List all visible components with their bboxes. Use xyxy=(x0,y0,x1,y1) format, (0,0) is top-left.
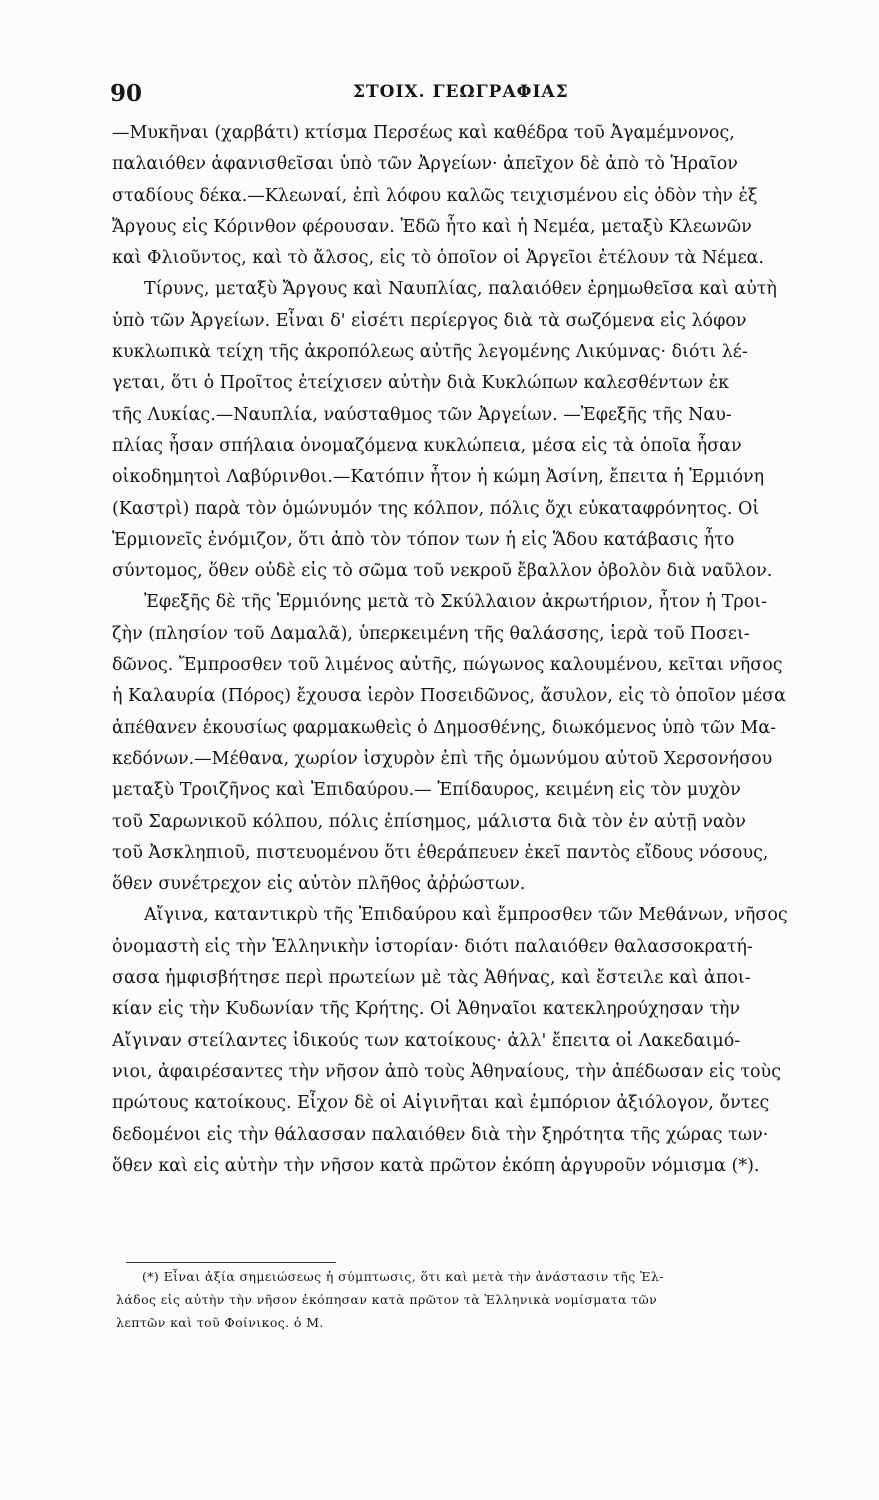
text-line: κυκλωπικὰ τείχη τῆς ἀκροπόλεως αὐτῆς λεγομένης Λικύμνας· διότι λέ- xyxy=(112,342,748,363)
text-line: τοῦ Ἀσκληπιοῦ, πιστευομένου ὅτι ἐθεράπευεν ἐκεῖ παντὸς εἴδους νόσους, xyxy=(112,842,769,863)
text-line: σύντομος, ὅθεν οὐδὲ εἰς τὸ σῶμα τοῦ νεκροῦ ἔβαλλον ὀβολὸν διὰ ναῦλον. xyxy=(112,561,773,582)
text-line: ὀνομαστὴ εἰς τὴν Ἑλληνικὴν ἱστορίαν· διότι παλαιόθεν θαλασσοκρατή- xyxy=(112,936,753,957)
footnote xyxy=(116,1265,828,1334)
footnote-line: (*) Εἶναι ἀξία σημειώσεως ἡ σύμπτωσις, ὅτι καὶ μετὰ τὴν ἀνάστασιν τῆς Ἑλ- xyxy=(142,1269,664,1284)
text-line: οἰκοδημητοὶ Λαβύρινθοι.—Κατόπιν ἦτον ἡ κώμη Ἀσίνη, ἔπειτα ἡ Ἑρμιόνη xyxy=(112,467,765,488)
text-line: Ἄργους εἰς Κόρινθον φέρουσαν. Ἐδῶ ἦτο καὶ ἡ Νεμέα, μεταξὺ Κλεωνῶν xyxy=(112,216,752,237)
text-line: ἀπέθανεν ἑκουσίως φαρμακωθεὶς ὁ Δημοσθένης, διωκόμενος ὑπὸ τῶν Μα- xyxy=(112,717,777,738)
text-line: πλίας ἦσαν σπήλαια ὀνομαζόμενα κυκλώπεια, μέσα εἰς τὰ ὁποῖα ἦσαν xyxy=(112,435,742,456)
text-line: Αἴγινα, καταντικρὺ τῆς Ἐπιδαύρου καὶ ἔμπροσθεν τῶν Μεθάνων, νῆσος xyxy=(144,905,788,926)
text-line: ὅθεν συνέτρεχον εἰς αὐτὸν πλῆθος ἀῤῥώστων. xyxy=(112,874,526,895)
text-line: μεταξὺ Τροιζῆνος καὶ Ἐπιδαύρου.— Ἐπίδαυρος, κειμένη εἰς τὸν μυχὸν xyxy=(112,780,741,801)
page-number: 90 xyxy=(110,80,143,107)
text-line: πρώτους κατοίκους. Εἶχον δὲ οἱ Αἰγινῆται καὶ ἐμπόριον ἀξιόλογον, ὄντες xyxy=(112,1093,770,1114)
running-title: ΣΤΟΙΧ. ΓΕΩΓΡΑΦΙΑΣ xyxy=(353,82,569,102)
text-line: τοῦ Σαρωνικοῦ κόλπου, πόλις ἐπίσημος, μάλιστα διὰ τὸν ἐν αὐτῇ ναὸν xyxy=(112,811,746,832)
page-header xyxy=(108,80,828,116)
text-line: καὶ Φλιοῦντος, καὶ τὸ ἄλσος, εἰς τὸ ὁποῖον οἱ Ἀργεῖοι ἐτέλουν τὰ Νέμεα. xyxy=(112,248,765,269)
footnote-line: λεπτῶν καὶ τοῦ Φοίνικος. ὁ Μ. xyxy=(116,1315,324,1330)
text-line: ὑπὸ τῶν Ἀργείων. Εἶναι δ' εἰσέτι περίεργος διὰ τὰ σωζόμενα εἰς λόφον xyxy=(112,310,747,331)
text-line: —Μυκῆναι (χαρβάτι) κτίσμα Περσέως καὶ καθέδρα τοῦ Ἀγαμέμνονος, xyxy=(112,123,735,143)
text-line: σασα ἠμφισβήτησε περὶ πρωτείων μὲ τὰς Ἀθήνας, καὶ ἔστειλε καὶ ἀποι- xyxy=(112,968,751,989)
text-line: νιοι, ἀφαιρέσαντες τὴν νῆσον ἀπὸ τοὺς Ἀθηναίους, τὴν ἀπέδωσαν εἰς τοὺς xyxy=(112,1061,781,1082)
text-line: γεται, ὅτι ὁ Προῖτος ἐτείχισεν αὐτὴν διὰ Κυκλώπων καλεσθέντων ἐκ xyxy=(112,373,730,394)
footnote-rule xyxy=(126,1262,336,1263)
text-line: κεδόνων.—Μέθανα, χωρίον ἰσχυρὸν ἐπὶ τῆς ὁμωνύμου αὐτοῦ Χερσονήσου xyxy=(112,748,773,769)
text-line: δεδομένοι εἰς τὴν θάλασσαν παλαιόθεν διὰ τὴν ξηρότητα τῆς χώρας των· xyxy=(112,1124,769,1145)
text-line: Τίρυνς, μεταξὺ Ἄργους καὶ Ναυπλίας, παλαιόθεν ἐρημωθεῖσα καὶ αὐτὴ xyxy=(144,279,777,300)
text-line: κίαν εἰς τὴν Κυδωνίαν τῆς Κρήτης. Οἱ Ἀθηναῖοι κατεκληρούχησαν τὴν xyxy=(112,999,741,1020)
text-line: δῶνος. Ἔμπροσθεν τοῦ λιμένος αὐτῆς, πώγωνος καλουμένου, κεῖται νῆσος xyxy=(112,655,783,676)
text-line: Αἴγιναν στείλαντες ἰδικούς των κατοίκους· ἀλλ' ἔπειτα οἱ Λακεδαιμό- xyxy=(112,1030,741,1051)
text-line: ζὴν (πλησίον τοῦ Δαμαλᾶ), ὑπερκειμένη τῆς θαλάσσης, ἱερὰ τοῦ Ποσει- xyxy=(112,623,750,644)
body-text xyxy=(112,118,830,1182)
text-line: σταδίους δέκα.—Κλεωναί, ἐπὶ λόφου καλῶς τειχισμένου εἰς ὁδὸν τὴν ἐξ xyxy=(112,185,758,206)
text-line: Ἐφεξῆς δὲ τῆς Ἑρμιόνης μετὰ τὸ Σκύλλαιον ἀκρωτήριον, ἦτον ἡ Τροι- xyxy=(144,592,768,613)
text-line: ἡ Καλαυρία (Πόρος) ἔχουσα ἱερὸν Ποσειδῶνος, ἄσυλον, εἰς τὸ ὁποῖον μέσα xyxy=(112,686,786,707)
text-line: τῆς Λυκίας.—Ναυπλία, ναύσταθμος τῶν Ἀργείων. —Ἐφεξῆς τῆς Ναυ- xyxy=(112,404,732,425)
text-line: ὅθεν καὶ εἰς αὐτὴν τὴν νῆσον κατὰ πρῶτον ἐκόπη ἀργυροῦν νόμισμα (*). xyxy=(112,1155,760,1176)
text-line: Ἑρμιονεῖς ἐνόμιζον, ὅτι ἀπὸ τὸν τόπον των ἡ εἰς Ἅδου κατάβασις ἦτο xyxy=(112,529,735,550)
text-line: (Καστρὶ) παρὰ τὸν ὁμώνυμόν της κόλπον, πόλις ὄχι εὐκαταφρόνητος. Οἱ xyxy=(112,498,760,519)
footnote-line: λάδος εἰς αὐτὴν τὴν νῆσον ἐκόπησαν κατὰ πρῶτον τὰ Ἑλληνικὰ νομίσματα τῶν xyxy=(116,1292,658,1307)
text-line: παλαιόθεν ἀφανισθεῖσαι ὑπὸ τῶν Ἀργείων· ἀπεῖχον δὲ ἀπὸ τὸ Ἡραῖον xyxy=(112,154,738,175)
